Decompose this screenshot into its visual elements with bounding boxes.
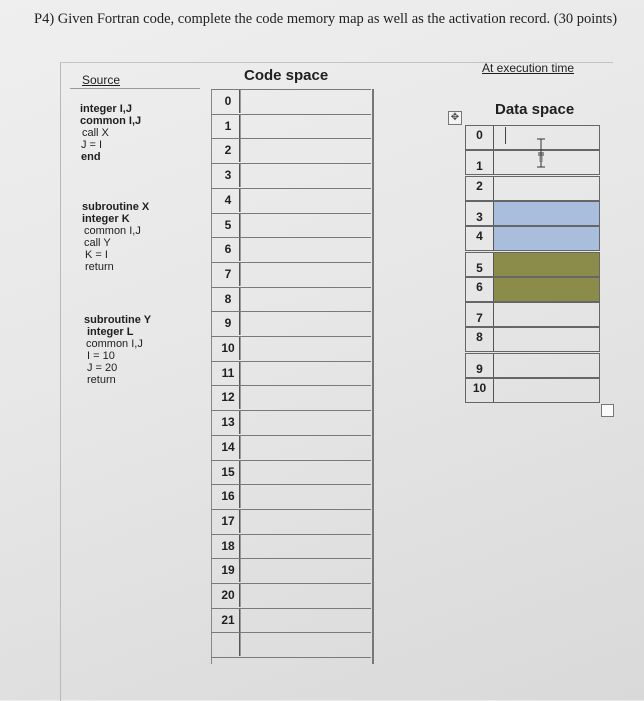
code-address: 5 — [217, 214, 240, 237]
code-space-heading: Code space — [244, 67, 329, 84]
data-space-row — [465, 226, 600, 251]
source-line: integer L — [87, 326, 134, 338]
code-space-row — [211, 138, 371, 162]
data-space-row — [465, 277, 600, 302]
problem-title: P4) Given Fortran code, complete the code memory map as well as the activation record. (30 points) — [34, 11, 618, 27]
source-line: call Y — [84, 237, 111, 249]
source-line: common I,J — [86, 338, 143, 350]
source-line: J = 20 — [87, 362, 118, 374]
code-cell[interactable] — [240, 139, 371, 162]
execution-time-heading: At execution time — [482, 61, 575, 75]
code-space-row — [211, 89, 371, 113]
data-address: 8 — [466, 328, 494, 351]
code-cell[interactable] — [240, 238, 371, 261]
data-space-row — [465, 302, 600, 327]
source-heading-rule — [70, 88, 200, 89]
code-cell[interactable] — [240, 411, 371, 434]
data-space-row — [465, 378, 600, 403]
code-address: 7 — [217, 263, 240, 286]
code-cell[interactable] — [240, 510, 371, 533]
source-line: integer I,J — [80, 103, 132, 115]
code-address: 6 — [217, 238, 240, 261]
code-address: 15 — [217, 461, 240, 484]
data-cell[interactable] — [494, 202, 599, 225]
data-space-row — [465, 176, 600, 201]
data-space-row — [465, 353, 600, 378]
data-cell[interactable] — [494, 379, 599, 402]
source-line: J = I — [81, 139, 103, 151]
source-line: common I,J — [80, 115, 142, 127]
data-space-heading: Data space — [495, 101, 575, 118]
code-space-row — [211, 509, 371, 533]
data-address: 3 — [466, 202, 494, 225]
code-address: 11 — [217, 362, 240, 385]
data-address: 9 — [466, 354, 494, 377]
code-space-bottom-border — [211, 657, 371, 658]
code-cell[interactable] — [240, 609, 371, 632]
code-cell[interactable] — [240, 633, 371, 656]
code-space-row — [211, 558, 371, 582]
code-address: 13 — [217, 411, 240, 434]
code-cell[interactable] — [240, 559, 371, 582]
code-address: 3 — [217, 164, 240, 187]
data-address: 6 — [466, 278, 494, 301]
code-space-row — [211, 361, 371, 385]
code-space-row — [211, 410, 371, 434]
code-space-row — [211, 460, 371, 484]
code-cell[interactable] — [240, 436, 371, 459]
code-address: 19 — [217, 559, 240, 582]
source-line: return — [87, 374, 116, 386]
data-space-row — [465, 201, 600, 226]
data-cell[interactable] — [494, 303, 599, 326]
code-space-row — [211, 262, 371, 286]
code-address: 18 — [217, 535, 240, 558]
source-line: subroutine X — [82, 201, 150, 213]
code-space-row — [211, 608, 371, 632]
source-line: call X — [82, 127, 109, 139]
code-cell[interactable] — [240, 584, 371, 607]
code-address: 4 — [217, 189, 240, 212]
code-space-row — [211, 336, 371, 360]
code-address: 9 — [217, 312, 240, 335]
resize-handle-icon[interactable] — [601, 404, 614, 417]
code-cell[interactable] — [240, 164, 371, 187]
data-space-row — [465, 327, 600, 352]
data-address: 2 — [466, 177, 494, 200]
code-address — [217, 633, 240, 656]
code-space-row — [211, 435, 371, 459]
code-space-row — [211, 534, 371, 558]
code-cell[interactable] — [240, 263, 371, 286]
text-cursor-icon — [534, 138, 548, 168]
source-line: integer K — [82, 213, 130, 225]
code-address: 8 — [217, 288, 240, 311]
code-cell[interactable] — [240, 535, 371, 558]
code-address: 14 — [217, 436, 240, 459]
text-caret — [505, 127, 506, 144]
code-space-right-border — [372, 89, 374, 664]
data-space-row — [465, 252, 600, 277]
move-handle-icon[interactable]: ✥ — [448, 111, 462, 125]
data-address: 0 — [466, 126, 494, 149]
code-cell[interactable] — [240, 189, 371, 212]
code-address: 10 — [217, 337, 240, 360]
data-address: 5 — [466, 253, 494, 276]
source-line: subroutine Y — [84, 314, 152, 326]
code-space-row — [211, 311, 371, 335]
source-line: return — [85, 261, 114, 273]
code-space-row — [211, 484, 371, 508]
code-cell[interactable] — [240, 337, 371, 360]
code-address: 2 — [217, 139, 240, 162]
code-space-row — [211, 583, 371, 607]
code-space-row — [211, 237, 371, 261]
data-cell[interactable] — [494, 227, 599, 250]
code-cell[interactable] — [240, 90, 371, 113]
code-address: 21 — [217, 609, 240, 632]
data-space-row — [465, 125, 600, 150]
source-line: common I,J — [84, 225, 141, 237]
data-address: 10 — [466, 379, 494, 402]
data-address: 1 — [466, 151, 494, 174]
code-address: 20 — [217, 584, 240, 607]
code-address: 17 — [217, 510, 240, 533]
code-cell[interactable] — [240, 214, 371, 237]
source-line: end — [81, 151, 101, 163]
code-cell[interactable] — [240, 288, 371, 311]
data-address: 7 — [466, 303, 494, 326]
data-address: 4 — [466, 227, 494, 250]
code-cell[interactable] — [240, 362, 371, 385]
data-cell[interactable] — [494, 354, 599, 377]
data-cell[interactable] — [494, 278, 599, 301]
code-space-row — [211, 114, 371, 138]
code-space-row — [211, 188, 371, 212]
source-line: K = I — [85, 249, 108, 261]
data-cell[interactable] — [494, 177, 599, 200]
code-cell[interactable] — [240, 312, 371, 335]
code-space-row — [211, 385, 371, 409]
code-address: 12 — [217, 386, 240, 409]
code-space-row — [211, 213, 371, 237]
data-space-row — [465, 150, 600, 175]
code-space-row — [211, 632, 371, 656]
code-cell[interactable] — [240, 485, 371, 508]
code-space-row — [211, 163, 371, 187]
code-address: 16 — [217, 485, 240, 508]
code-address: 0 — [217, 90, 240, 113]
code-space-row — [211, 287, 371, 311]
source-line: I = 10 — [87, 350, 115, 362]
code-address: 1 — [217, 115, 240, 138]
code-cell[interactable] — [240, 386, 371, 409]
source-heading: Source — [82, 73, 121, 87]
data-cell[interactable] — [494, 253, 599, 276]
code-cell[interactable] — [240, 115, 371, 138]
code-cell[interactable] — [240, 461, 371, 484]
data-cell[interactable] — [494, 328, 599, 351]
